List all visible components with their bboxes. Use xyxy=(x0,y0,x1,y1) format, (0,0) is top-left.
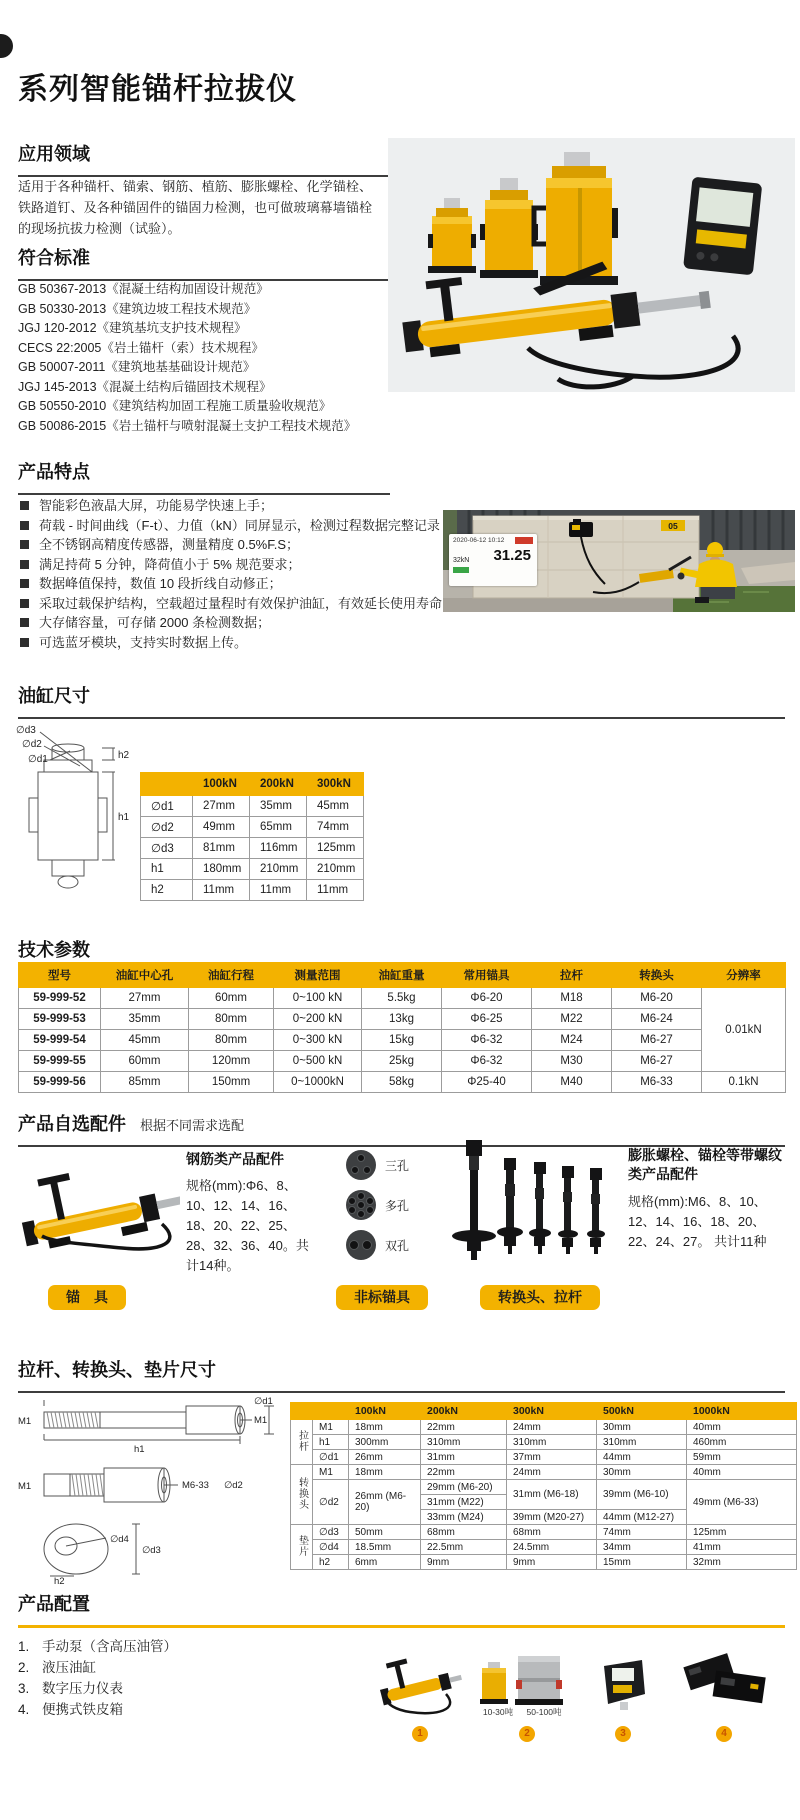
display-red-flag xyxy=(515,537,533,544)
cell: 33mm (M24) xyxy=(421,1510,507,1525)
config-case-illustration xyxy=(680,1652,768,1710)
cell: M40 xyxy=(532,1072,612,1093)
rod-dims-heading: 拉杆、转换头、垫片尺寸 xyxy=(18,1356,785,1393)
cell: 80mm xyxy=(189,1009,274,1030)
table-row xyxy=(19,988,786,1009)
group-cell: 垫片 xyxy=(291,1525,313,1570)
cell: 0~500 kN xyxy=(274,1051,362,1072)
cell: 59mm xyxy=(687,1450,797,1465)
cell: 18.5mm xyxy=(349,1540,421,1555)
table-row xyxy=(141,880,364,901)
cell: 30mm xyxy=(597,1465,687,1480)
bullet-icon xyxy=(20,638,29,647)
cell: 40mm xyxy=(687,1465,797,1480)
rod-dims-table xyxy=(290,1402,797,1570)
cell: 49mm (M6-33) xyxy=(687,1480,797,1525)
cell: Φ6-32 xyxy=(442,1051,532,1072)
cell: 0~1000kN xyxy=(274,1072,362,1093)
cell: 27mm xyxy=(101,988,189,1009)
config-list xyxy=(18,1636,177,1720)
table-row xyxy=(291,1480,797,1495)
config-item: 3. 数字压力仪表 xyxy=(18,1681,123,1696)
logo-mark xyxy=(0,34,13,58)
cell: 34mm xyxy=(597,1540,687,1555)
table-row xyxy=(141,838,364,859)
cell: 310mm xyxy=(421,1435,507,1450)
standard-item: CECS 22:2005《岩土锚杆（索）技术规程》 xyxy=(18,340,264,355)
features-heading: 产品特点 xyxy=(18,458,390,495)
cylinder-dims-table xyxy=(140,772,364,901)
dim-label-h2: h2 xyxy=(118,750,130,761)
cell: 18mm xyxy=(349,1465,421,1480)
cell: 460mm xyxy=(687,1435,797,1450)
cell: 39mm (M20-27) xyxy=(507,1510,597,1525)
application-heading: 应用领域 xyxy=(18,140,390,177)
cell: Φ6-32 xyxy=(442,1030,532,1051)
cell: 9mm xyxy=(507,1555,597,1570)
cell: 26mm xyxy=(349,1450,421,1465)
display-green-flag xyxy=(453,567,469,573)
bullet-icon xyxy=(20,618,29,627)
rod-m1-label: M1 xyxy=(18,1416,32,1427)
cell: 68mm xyxy=(421,1525,507,1540)
cell: M6-20 xyxy=(612,988,702,1009)
bolt-accessory-spec: 规格(mm):M6、8、10、12、14、16、18、20、22、24、27。 共计11种 xyxy=(628,1194,767,1249)
cell: 85mm xyxy=(101,1072,189,1093)
cell: 11mm xyxy=(193,880,250,901)
cell: 60mm xyxy=(101,1051,189,1072)
accessories-subtitle: 根据不同需求选配 xyxy=(140,1118,245,1133)
cell: ∅d4 xyxy=(313,1540,349,1555)
feature-item: 可选蓝牙模块，支持实时数据上传。 xyxy=(39,634,248,650)
table-row xyxy=(19,1072,786,1093)
cell: 58kg xyxy=(362,1072,442,1093)
config-heading: 产品配置 xyxy=(18,1590,785,1628)
table-row xyxy=(291,1525,797,1540)
header-cell: 100kN xyxy=(349,1403,421,1420)
cell: 22.5mm xyxy=(421,1540,507,1555)
config-pump-illustration xyxy=(376,1652,464,1718)
header-cell xyxy=(141,773,193,796)
cell: M1 xyxy=(313,1465,349,1480)
bullet-icon xyxy=(20,521,29,530)
cell: 24mm xyxy=(507,1465,597,1480)
rod-d1-label: ∅d1 xyxy=(254,1396,273,1407)
feature-item: 荷载 - 时间曲线（F-t）、力值（kN）同屏显示，检测过程数据完整记录 xyxy=(39,517,440,533)
cell: M6-27 xyxy=(612,1030,702,1051)
table-row xyxy=(291,1420,797,1435)
table-row xyxy=(141,859,364,880)
header-cell: 油缸行程 xyxy=(189,963,274,988)
group-cell: 拉杆 xyxy=(291,1420,313,1465)
header-cell: 500kN xyxy=(597,1403,687,1420)
dim-label-h1: h1 xyxy=(118,812,130,823)
bolts-illustration xyxy=(448,1136,620,1271)
cell: 40mm xyxy=(687,1420,797,1435)
cell: 59-999-52 xyxy=(19,988,101,1009)
header-cell: 油缸中心孔 xyxy=(101,963,189,988)
table-header-row xyxy=(141,773,364,796)
accessories-heading-text: 产品自选配件 xyxy=(18,1114,126,1134)
bullet-icon xyxy=(20,599,29,608)
cell: 116mm xyxy=(250,838,307,859)
cell: 15kg xyxy=(362,1030,442,1051)
cell: 44mm xyxy=(597,1450,687,1465)
rod-h1-label: h1 xyxy=(134,1444,145,1455)
tag-adapter-rod: 转换头、拉杆 xyxy=(480,1285,600,1310)
cell: 45mm xyxy=(307,796,364,817)
cell: 15mm xyxy=(597,1555,687,1570)
hole-label: 三孔 xyxy=(385,1158,410,1173)
cell: 68mm xyxy=(507,1525,597,1540)
product-photo-illustration xyxy=(388,138,795,392)
adapter-m1-label: M1 xyxy=(18,1481,32,1492)
display-side-value: 32kN xyxy=(453,557,470,564)
header-cell xyxy=(291,1403,313,1420)
anchor-pump-illustration xyxy=(12,1158,180,1254)
standards-heading: 符合标准 xyxy=(18,244,390,281)
cell: 74mm xyxy=(307,817,364,838)
cell: h1 xyxy=(313,1435,349,1450)
rebar-accessory-spec: 规格(mm):Φ6、8、10、12、14、16、18、20、22、25、28、32、36、40。共计14种。 xyxy=(186,1178,309,1273)
cell: 180mm xyxy=(193,859,250,880)
double-hole-icon xyxy=(346,1230,376,1260)
header-cell xyxy=(313,1403,349,1420)
group-cell: 转换头 xyxy=(291,1465,313,1525)
cell: ∅d2 xyxy=(141,817,193,838)
header-cell: 转换头 xyxy=(612,963,702,988)
table-row xyxy=(291,1540,797,1555)
cell: Φ6-20 xyxy=(442,988,532,1009)
hole-row xyxy=(346,1150,409,1180)
rod-inner-m1-label: M1 xyxy=(254,1415,268,1426)
cell: 310mm xyxy=(597,1435,687,1450)
cell: 13kg xyxy=(362,1009,442,1030)
cell: 32mm xyxy=(687,1555,797,1570)
cell: 300mm xyxy=(349,1435,421,1450)
cylinder-small-label: 10-30吨 xyxy=(482,1707,514,1717)
cell: 5.5kg xyxy=(362,988,442,1009)
table-row xyxy=(291,1450,797,1465)
feature-item: 采取过载保护结构，空载超过量程时有效保护油缸，有效延长使用寿命 xyxy=(39,595,443,611)
header-cell: 100kN xyxy=(193,773,250,796)
field-photo xyxy=(443,510,795,612)
cell: Φ25-40 xyxy=(442,1072,532,1093)
feature-item: 数据峰值保持，数值 10 段折线自动修正； xyxy=(39,576,282,591)
item-number-badge: 3 xyxy=(615,1726,631,1742)
display-datetime: 2020-06-12 10:12 xyxy=(453,537,505,544)
config-item: 2. 液压油缸 xyxy=(18,1660,96,1675)
adapter-d2-label: ∅d2 xyxy=(224,1480,243,1491)
header-cell: 300kN xyxy=(307,773,364,796)
cell: 310mm xyxy=(507,1435,597,1450)
cell: 59-999-53 xyxy=(19,1009,101,1030)
bullet-icon xyxy=(20,501,29,510)
cell: 49mm xyxy=(193,817,250,838)
config-cylinders-illustration xyxy=(478,1652,570,1708)
display-card xyxy=(449,534,537,586)
cell: 0~100 kN xyxy=(274,988,362,1009)
cell: Φ6-25 xyxy=(442,1009,532,1030)
dim-label-d3: ∅d3 xyxy=(16,725,36,736)
header-cell: 200kN xyxy=(421,1403,507,1420)
table-row xyxy=(291,1555,797,1570)
cylinder-dims-heading: 油缸尺寸 xyxy=(18,682,785,719)
cell: 11mm xyxy=(250,880,307,901)
cell: 44mm (M12-27) xyxy=(597,1510,687,1525)
cell: 210mm xyxy=(250,859,307,880)
cell: 120mm xyxy=(189,1051,274,1072)
table-row xyxy=(141,817,364,838)
cell: 125mm xyxy=(687,1525,797,1540)
table-row xyxy=(291,1435,797,1450)
cell: 22mm xyxy=(421,1465,507,1480)
standard-item: GB 50330-2013《建筑边坡工程技术规范》 xyxy=(18,301,257,316)
dim-label-d1: ∅d1 xyxy=(28,754,48,765)
cell: 31mm xyxy=(421,1450,507,1465)
block-label: 05 xyxy=(668,521,678,531)
cell: M1 xyxy=(313,1420,349,1435)
header-cell: 测量范围 xyxy=(274,963,362,988)
header-cell: 型号 xyxy=(19,963,101,988)
cell: 60mm xyxy=(189,988,274,1009)
table-row xyxy=(19,1030,786,1051)
cell: M6-27 xyxy=(612,1051,702,1072)
table-row xyxy=(19,1051,786,1072)
standards-list xyxy=(18,280,356,436)
header-cell: 拉杆 xyxy=(532,963,612,988)
cell: 81mm xyxy=(193,838,250,859)
cell: ∅d3 xyxy=(141,838,193,859)
cell: 0~200 kN xyxy=(274,1009,362,1030)
feature-item: 大存储容量，可存储 2000 条检测数据； xyxy=(39,615,271,630)
tech-params-table xyxy=(18,962,786,1093)
cylinder-big-label: 50-100吨 xyxy=(526,1707,562,1717)
header-cell: 1000kN xyxy=(687,1403,797,1420)
washer-d3-label: ∅d3 xyxy=(142,1545,161,1556)
cell: 11mm xyxy=(307,880,364,901)
cell: ∅d1 xyxy=(141,796,193,817)
cell: 18mm xyxy=(349,1420,421,1435)
table-row xyxy=(19,1009,786,1030)
cell: M24 xyxy=(532,1030,612,1051)
rebar-accessory-title: 钢筋类产品配件 xyxy=(186,1151,284,1167)
cell: 9mm xyxy=(421,1555,507,1570)
standard-item: GB 50550-2010《建筑结构加固工程施工质量验收规范》 xyxy=(18,399,332,413)
page-title: 系列智能锚杆拉拔仪 xyxy=(18,73,297,106)
table-header-row xyxy=(291,1403,797,1420)
header-cell: 分辨率 xyxy=(702,963,786,988)
cell: 30mm xyxy=(597,1420,687,1435)
standard-item: JGJ 145-2013《混凝土结构后锚固技术规程》 xyxy=(18,379,272,394)
cell-resolution: 0.1kN xyxy=(702,1072,786,1093)
cell: 39mm (M6-10) xyxy=(597,1480,687,1510)
product-photo xyxy=(388,138,795,392)
accessories-heading xyxy=(18,1110,785,1147)
feature-item: 全不锈钢高精度传感器，测量精度 0.5%F.S； xyxy=(39,537,300,552)
tech-params-heading: 技术参数 xyxy=(18,940,90,960)
cell: 125mm xyxy=(307,838,364,859)
bullet-icon xyxy=(20,579,29,588)
dim-label-d2: ∅d2 xyxy=(22,739,42,750)
header-cell: 300kN xyxy=(507,1403,597,1420)
cell: M30 xyxy=(532,1051,612,1072)
cell: 22mm xyxy=(421,1420,507,1435)
cell: 6mm xyxy=(349,1555,421,1570)
display-main-value: 31.25 xyxy=(493,547,531,564)
cell: 24.5mm xyxy=(507,1540,597,1555)
rod-adapter-washer-diagrams xyxy=(14,1396,282,1584)
header-cell: 常用锚具 xyxy=(442,963,532,988)
bolt-accessory-title: 膨胀螺栓、锚栓等带螺纹类产品配件 xyxy=(628,1147,782,1182)
cell-resolution: 0.01kN xyxy=(702,988,786,1072)
cell: 50mm xyxy=(349,1525,421,1540)
multi-hole-icon xyxy=(346,1190,376,1220)
cell: 26mm (M6-20) xyxy=(349,1480,421,1525)
table-header-row xyxy=(19,963,786,988)
item-number-badge: 2 xyxy=(519,1726,535,1742)
hole-label: 多孔 xyxy=(385,1198,410,1213)
cell: 0~300 kN xyxy=(274,1030,362,1051)
config-gauge-illustration xyxy=(598,1656,650,1710)
cell: 35mm xyxy=(101,1009,189,1030)
cell: M18 xyxy=(532,988,612,1009)
tag-anchor: 锚 具 xyxy=(48,1285,126,1310)
cell: M6-33 xyxy=(612,1072,702,1093)
feature-item: 智能彩色液晶大屏，功能易学快速上手； xyxy=(39,498,274,513)
cell: 24mm xyxy=(507,1420,597,1435)
header-cell: 200kN xyxy=(250,773,307,796)
cell: 74mm xyxy=(597,1525,687,1540)
standard-item: JGJ 120-2012《建筑基坑支护技术规程》 xyxy=(18,321,247,335)
cylinder-diagram xyxy=(14,722,136,922)
cell: 59-999-54 xyxy=(19,1030,101,1051)
standard-item: GB 50007-2011《建筑地基基础设计规范》 xyxy=(18,360,256,374)
cell: 41mm xyxy=(687,1540,797,1555)
standard-item: GB 50367-2013《混凝土结构加固设计规范》 xyxy=(18,282,269,296)
cell: M22 xyxy=(532,1009,612,1030)
cell: h2 xyxy=(141,880,193,901)
cell: 80mm xyxy=(189,1030,274,1051)
cell: 65mm xyxy=(250,817,307,838)
cell: 29mm (M6-20) xyxy=(421,1480,507,1495)
header-cell: 油缸重量 xyxy=(362,963,442,988)
bullet-icon xyxy=(20,540,29,549)
cell: 25kg xyxy=(362,1051,442,1072)
features-list xyxy=(18,496,442,652)
standard-item: GB 50086-2015《岩土锚杆与喷射混凝土支护工程技术规范》 xyxy=(18,418,357,433)
cell: 59-999-55 xyxy=(19,1051,101,1072)
hole-row xyxy=(346,1230,409,1260)
adapter-m633-label: M6-33 xyxy=(182,1480,209,1491)
cell: ∅d2 xyxy=(313,1480,349,1525)
cell: ∅d3 xyxy=(313,1525,349,1540)
cell: ∅d1 xyxy=(313,1450,349,1465)
bullet-icon xyxy=(20,560,29,569)
three-hole-icon xyxy=(346,1150,376,1180)
hole-label: 双孔 xyxy=(385,1238,410,1253)
cell: 59-999-56 xyxy=(19,1072,101,1093)
item-number-badge: 1 xyxy=(412,1726,428,1742)
cell: 27mm xyxy=(193,796,250,817)
config-item: 1. 手动泵（含高压油管） xyxy=(18,1639,177,1654)
application-text: 适用于各种锚杆、锚索、钢筋、植筋、膨胀螺栓、化学锚栓、铁路道钉、及各种锚固件的锚固力检测，也可做玻璃幕墙锚栓的现场抗拔力检测（试验）。 xyxy=(18,179,372,236)
hole-row xyxy=(346,1190,409,1220)
cell: 31mm (M22) xyxy=(421,1495,507,1510)
cell: 210mm xyxy=(307,859,364,880)
tag-nonstandard-anchor: 非标锚具 xyxy=(336,1285,428,1310)
cell: 35mm xyxy=(250,796,307,817)
cell: M6-24 xyxy=(612,1009,702,1030)
table-row xyxy=(291,1465,797,1480)
table-row xyxy=(141,796,364,817)
cell: 45mm xyxy=(101,1030,189,1051)
config-item: 4. 便携式铁皮箱 xyxy=(18,1702,123,1717)
cell: 31mm (M6-18) xyxy=(507,1480,597,1510)
cell: h1 xyxy=(141,859,193,880)
feature-item: 满足持荷 5 分钟，降荷值小于 5% 规范要求； xyxy=(39,556,301,572)
washer-h2-label: h2 xyxy=(54,1576,65,1584)
item-number-badge: 4 xyxy=(716,1726,732,1742)
cell: 37mm xyxy=(507,1450,597,1465)
washer-d4-label: ∅d4 xyxy=(110,1534,129,1545)
cell: h2 xyxy=(313,1555,349,1570)
cell: 150mm xyxy=(189,1072,274,1093)
